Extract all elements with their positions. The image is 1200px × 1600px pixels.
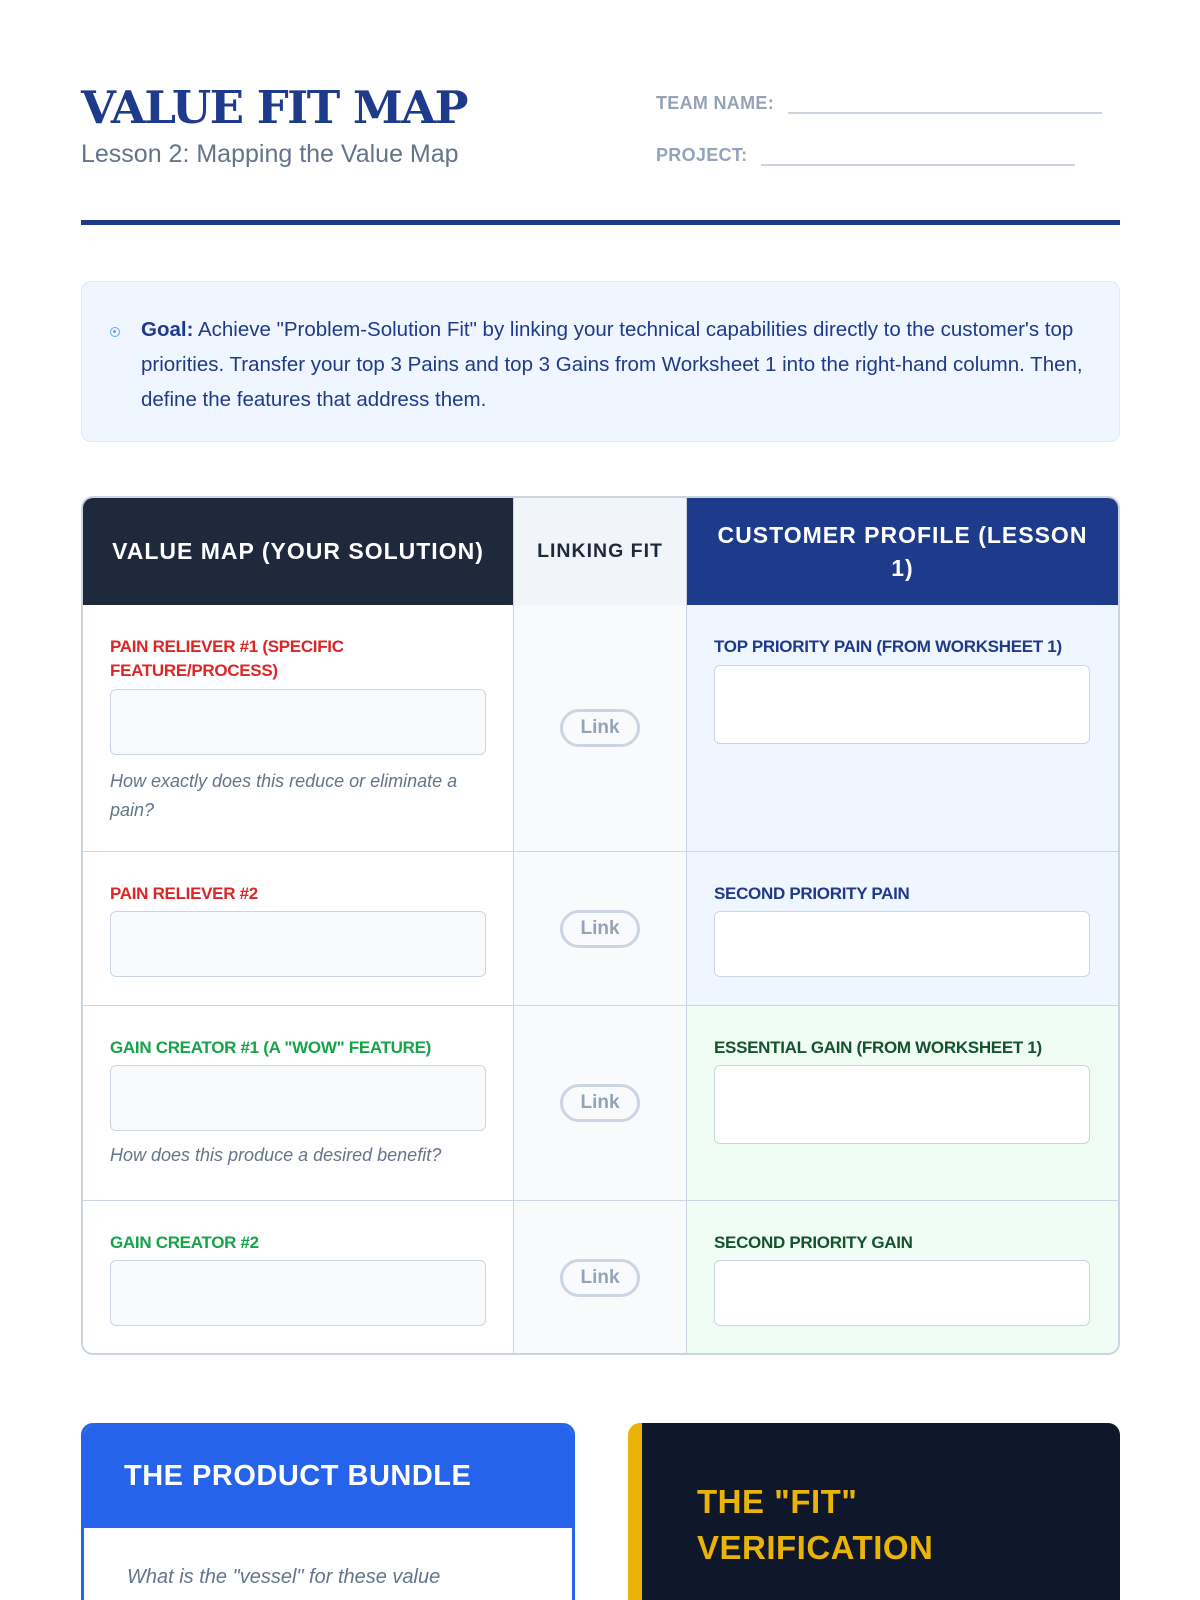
pain-reliever-2-label: PAIN RELIEVER #2: [110, 884, 258, 903]
link-button-3[interactable]: Link: [560, 1084, 640, 1122]
link-button-2[interactable]: Link: [560, 910, 640, 948]
project-field[interactable]: [761, 144, 1075, 166]
product-bundle-hint: What is the "vessel" for these value: [127, 1566, 441, 1588]
table-row: [83, 1005, 1118, 1200]
team-name-label: TEAM NAME:: [656, 93, 774, 113]
value-fit-table: [81, 496, 1120, 1355]
second-gain-input[interactable]: [714, 1260, 1090, 1326]
product-bundle-title: THE PRODUCT BUNDLE: [84, 1426, 572, 1528]
link-cell: [514, 852, 687, 1005]
link-button-4[interactable]: Link: [560, 1259, 640, 1297]
essential-gain-label: ESSENTIAL GAIN (FROM WORKSHEET 1): [714, 1038, 1042, 1057]
link-cell: [514, 1006, 687, 1200]
team-name-row: [656, 92, 1102, 114]
pain-reliever-1-label: PAIN RELIEVER #1 (SPECIFIC FEATURE/PROCESS): [110, 637, 344, 680]
table-row: [83, 1200, 1118, 1355]
link-button-1[interactable]: Link: [560, 709, 640, 747]
page-title: VALUE FIT MAP: [81, 81, 467, 134]
team-name-field[interactable]: [788, 92, 1102, 114]
goal-body: Achieve "Problem-Solution Fit" by linking your technical capabilities directly to the customer's top priorities. Transfer your top 3 Pains and top 3 Gains from Worksheet 1 into the right-hand column. Then, define the features that address them.: [141, 318, 1083, 411]
second-pain-label: SECOND PRIORITY PAIN: [714, 884, 910, 903]
gain-creator-2-cell: [83, 1201, 514, 1355]
goal-label: Goal:: [141, 318, 194, 341]
gain-creator-2-label: GAIN CREATOR #2: [110, 1233, 259, 1252]
second-gain-label: SECOND PRIORITY GAIN: [714, 1233, 913, 1252]
goal-text: [141, 312, 1091, 417]
pain-reliever-2-cell: [83, 852, 514, 1005]
table-row: [83, 605, 1118, 851]
fit-verification-title: THE "FIT" VERIFICATION: [697, 1483, 934, 1566]
second-gain-cell: [687, 1201, 1118, 1355]
link-cell: [514, 1201, 687, 1355]
header-linking-fit: LINKING FIT: [514, 498, 687, 605]
gain-creator-1-input[interactable]: [110, 1065, 486, 1131]
header-customer-profile: CUSTOMER PROFILE (LESSON 1): [687, 498, 1118, 605]
page-subtitle: Lesson 2: Mapping the Value Map: [81, 140, 459, 168]
goal-callout: [81, 281, 1120, 442]
pain-reliever-2-input[interactable]: [110, 911, 486, 977]
gain-creator-2-input[interactable]: [110, 1260, 486, 1326]
pain-reliever-1-input[interactable]: [110, 689, 486, 755]
gain-creator-1-label: GAIN CREATOR #1 (A "WOW" FEATURE): [110, 1038, 432, 1057]
table-header: [83, 498, 1118, 605]
header-value-map: VALUE MAP (YOUR SOLUTION): [83, 498, 514, 605]
info-icon: [110, 327, 120, 337]
project-row: [656, 144, 1075, 166]
gain-creator-1-cell: [83, 1006, 514, 1200]
top-pain-input[interactable]: [714, 665, 1090, 744]
link-cell: [514, 605, 687, 851]
fit-verification-card: [628, 1423, 1120, 1600]
pain-reliever-1-cell: [83, 605, 514, 851]
product-bundle-card: [81, 1423, 575, 1600]
page-header: [81, 82, 1120, 228]
pain-reliever-1-hint: How exactly does this reduce or eliminate a pain?: [110, 771, 458, 820]
second-pain-cell: [687, 852, 1118, 1005]
essential-gain-input[interactable]: [714, 1065, 1090, 1144]
project-label: PROJECT:: [656, 145, 748, 165]
gain-creator-1-hint: How does this produce a desired benefit?: [110, 1145, 442, 1165]
top-pain-label: TOP PRIORITY PAIN (FROM WORKSHEET 1): [714, 637, 1062, 656]
second-pain-input[interactable]: [714, 911, 1090, 977]
table-row: [83, 851, 1118, 1005]
top-pain-cell: [687, 605, 1118, 851]
header-divider: [81, 220, 1120, 225]
essential-gain-cell: [687, 1006, 1118, 1200]
